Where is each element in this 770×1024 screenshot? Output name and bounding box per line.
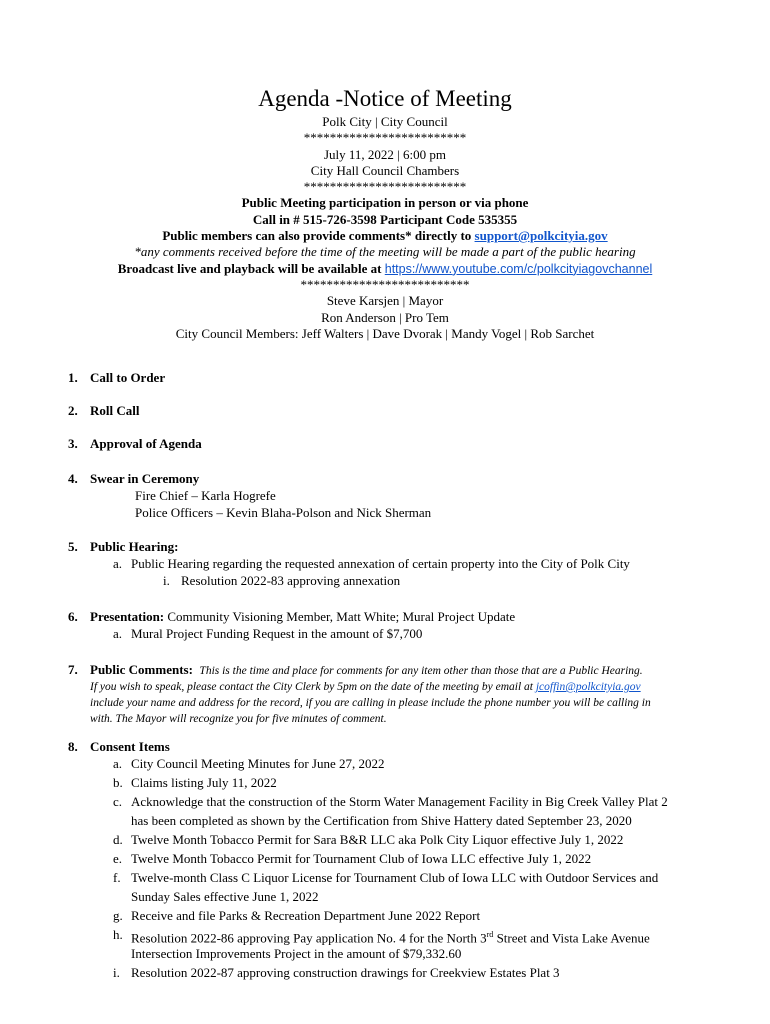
support-email-link[interactable]: support@polkcityia.gov bbox=[474, 228, 608, 244]
agenda-header bbox=[0, 84, 770, 342]
item-number: 4. bbox=[68, 471, 78, 486]
sub-item-text: Receive and file Parks & Recreation Department June 2022 Report bbox=[131, 908, 481, 923]
clerk-email-link[interactable]: jcoffin@polkcityia.gov bbox=[535, 681, 641, 693]
item-number: 3. bbox=[68, 436, 78, 451]
item-title-rest: Community Visioning Member, Matt White; Mural Project Update bbox=[164, 609, 516, 624]
sub-item-text: Twelve Month Tobacco Permit for Sara B&R LLC aka Polk City Liquor effective July 1, 2022 bbox=[131, 832, 624, 847]
sub-item-marker: f. bbox=[113, 870, 121, 885]
sub-item-marker: i. bbox=[113, 965, 120, 980]
item-title: Call to Order bbox=[90, 370, 166, 385]
item-title: Roll Call bbox=[90, 403, 140, 418]
item-number: 1. bbox=[68, 370, 78, 385]
sub-item-marker: a. bbox=[113, 626, 123, 641]
separator-stars: ************************* bbox=[303, 179, 467, 195]
sub-item-text: Claims listing July 11, 2022 bbox=[131, 775, 277, 790]
participation-note: Public Meeting participation in person or via phone bbox=[241, 195, 529, 211]
separator-stars: ************************** bbox=[300, 276, 470, 292]
item-title-line bbox=[90, 609, 515, 625]
swear-in-fire-chief: Fire Chief – Karla Hogrefe bbox=[135, 488, 276, 503]
sub-item-text: Resolution 2022-87 approving construction drawings for Creekview Estates Plat 3 bbox=[131, 965, 560, 980]
sub-item-text: Public Hearing regarding the requested annexation of certain property into the City of Polk City bbox=[131, 556, 630, 571]
broadcast-line bbox=[0, 261, 770, 277]
comments-rule-1: This is the time and place for comments for any item other than those that are a Public Hearing. bbox=[199, 665, 643, 677]
sub-item-text-cont: Intersection Improvements Project in the amount of $79,332.60 bbox=[131, 946, 462, 961]
sub-item-text-prefix: Resolution 2022-86 approving Pay application No. 4 for the North 3 bbox=[131, 930, 487, 946]
item-number: 8. bbox=[68, 739, 78, 754]
comments-rule-3: include your name and address for the record, if you are calling in please include the phone number you will be calling in bbox=[90, 697, 651, 709]
pro-tem: Ron Anderson | Pro Tem bbox=[321, 309, 449, 325]
item-number: 5. bbox=[68, 539, 78, 554]
comments-prefix: Public members can also provide comments* directly to bbox=[162, 228, 475, 244]
meeting-location: City Hall Council Chambers bbox=[310, 162, 460, 178]
sub-item-marker: c. bbox=[113, 794, 123, 809]
sub-item-marker: d. bbox=[113, 832, 123, 847]
separator-stars: ************************* bbox=[303, 130, 467, 146]
sub-item-text: Acknowledge that the construction of the Storm Water Management Facility in Big Creek Valley Plat 2 bbox=[131, 794, 668, 809]
swear-in-police-officers: Police Officers – Kevin Blaha-Polson and Nick Sherman bbox=[135, 505, 432, 520]
item-number: 7. bbox=[68, 662, 78, 677]
item-title: Public Comments: bbox=[90, 662, 193, 677]
sub-item-marker: a. bbox=[113, 556, 123, 571]
sub-item-marker: i. bbox=[163, 573, 170, 588]
sub-item-text-cont: has been completed as shown by the Certification from Shive Hattery dated September 23, 2020 bbox=[131, 813, 632, 828]
sub-item-marker: h. bbox=[113, 927, 123, 942]
page-title: Agenda -Notice of Meeting bbox=[258, 86, 512, 111]
youtube-channel-link[interactable]: https://www.youtube.com/c/polkcityiagovchannel bbox=[384, 261, 653, 276]
item-number: 2. bbox=[68, 403, 78, 418]
comments-note: *any comments received before the time of the meeting will be made a part of the public hearing bbox=[134, 244, 636, 260]
comments-rule-2-text: If you wish to speak, please contact the City Clerk by 5pm on the date of the meeting by email at bbox=[90, 681, 536, 693]
sub-item-text: Twelve Month Tobacco Permit for Tournament Club of Iowa LLC effective July 1, 2022 bbox=[131, 851, 592, 866]
comments-rule-4: with. The Mayor will recognize you for five minutes of comment. bbox=[90, 713, 387, 725]
organization: Polk City | City Council bbox=[322, 114, 448, 129]
sub-item-text-suffix: Street and Vista Lake Avenue bbox=[493, 930, 650, 946]
item-title-line bbox=[90, 662, 643, 679]
item-number: 6. bbox=[68, 609, 78, 624]
broadcast-prefix: Broadcast live and playback will be available at bbox=[117, 260, 385, 276]
sub-item-text bbox=[131, 927, 650, 947]
item-title: Consent Items bbox=[90, 739, 170, 754]
sub-item-marker: b. bbox=[113, 775, 123, 790]
council-members: City Council Members: Jeff Walters | Dave Dvorak | Mandy Vogel | Rob Sarchet bbox=[175, 325, 595, 341]
sub-item-text-cont: Sunday Sales effective June 1, 2022 bbox=[131, 889, 319, 904]
comments-line bbox=[0, 228, 770, 244]
item-title: Approval of Agenda bbox=[90, 436, 202, 451]
item-title: Public Hearing: bbox=[90, 539, 179, 554]
item-title: Swear in Ceremony bbox=[90, 471, 200, 486]
sub-item-text: City Council Meeting Minutes for June 27, 2022 bbox=[131, 756, 385, 771]
comments-rule-2 bbox=[90, 679, 730, 695]
mayor: Steve Karsjen | Mayor bbox=[326, 293, 444, 309]
sub-item-text: Mural Project Funding Request in the amount of $7,700 bbox=[131, 626, 423, 641]
sub-item-text: Twelve-month Class C Liquor License for Tournament Club of Iowa LLC with Outdoor Services and bbox=[131, 870, 659, 885]
item-title: Presentation: bbox=[90, 609, 165, 624]
call-in-info: Call in # 515-726-3598 Participant Code 535355 bbox=[252, 211, 518, 227]
sub-item-marker: g. bbox=[113, 908, 123, 923]
meeting-datetime: July 11, 2022 | 6:00 pm bbox=[323, 146, 446, 162]
sub-item-marker: a. bbox=[113, 756, 123, 771]
sub-item-marker: e. bbox=[113, 851, 123, 866]
sub-item-text: Resolution 2022-83 approving annexation bbox=[181, 573, 401, 588]
ordinal-suffix: rd bbox=[486, 930, 494, 939]
